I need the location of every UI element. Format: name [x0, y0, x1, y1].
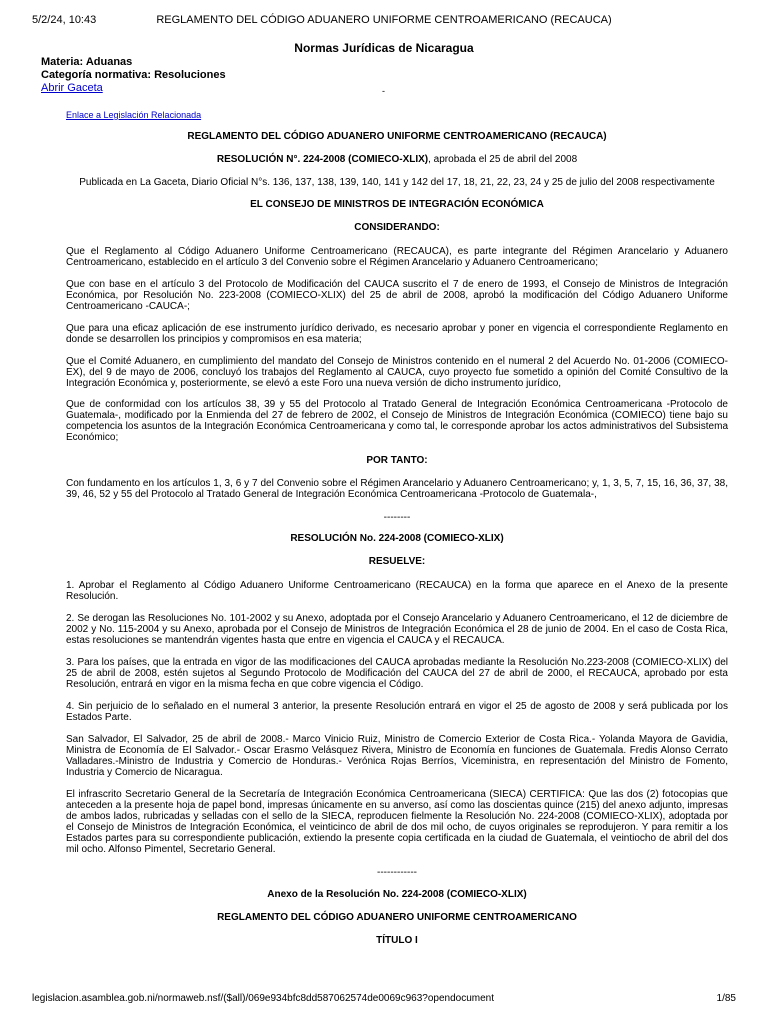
abrir-gaceta-link[interactable]: Abrir Gaceta: [41, 82, 103, 94]
consejo-heading: EL CONSEJO DE MINISTROS DE INTEGRACIÓN ECONÓMICA: [250, 199, 544, 210]
considerando-3: Que para una eficaz aplicación de ese instrumento jurídico derivado, es necesario aprobar y poner en vigencia el correspondiente Reglamento en donde se desarrollen los principios y compromisos en esa materia;: [66, 323, 728, 345]
separator-line: --------: [383, 512, 411, 523]
titulo-heading: TÍTULO I: [376, 935, 418, 946]
resolucion-heading: RESOLUCIÓN No. 224-2008 (COMIECO-XLIX): [290, 533, 504, 544]
considerando-5: Que de conformidad con los artículos 38, 39 y 55 del Protocolo al Tratado General de Integración Económica Centroamericana -Protocolo de Guatemala-, modificado por la Enmienda del 27 de febrero de 2002, el Consejo de Ministros de Integración Económica (COMIECO) tiene bajo su competencia los asuntos de la Integración Económica Centroamericana y como tal, le corresponde aprobar los actos administrativos del Subsistema Económico;: [66, 399, 728, 443]
enlace-legislacion-link[interactable]: Enlace a Legislación Relacionada: [66, 110, 202, 120]
separator-dot: -: [382, 86, 385, 96]
doc-title: REGLAMENTO DEL CÓDIGO ADUANERO UNIFORME CENTROAMERICANO (RECAUCA): [187, 131, 607, 142]
footer-url: legislacion.asamblea.gob.ni/normaweb.nsf/($all)/069e934bfc8dd587062574de0069c963?opendocument: [32, 993, 495, 1004]
considerando-heading: CONSIDERANDO:: [354, 222, 440, 233]
resuelve-heading: RESUELVE:: [368, 556, 426, 567]
considerando-2: Que con base en el artículo 3 del Protocolo de Modificación del CAUCA suscrito el 7 de enero de 1993, el Consejo de Ministros de Integración Económica, por Resolución No. 223-2008 (COMIECO-XLIX) del 25 de abril de 2008, aprobó la modificación del Código Aduanero Uniforme Centroamericano -CAUCA-;: [66, 279, 728, 312]
resuelve-2: 2. Se derogan las Resoluciones No. 101-2002 y su Anexo, adoptada por el Consejo Arancelario y Aduanero Centroamericano, el 12 de diciembre de 2002 y No. 115-2004 y su Anexo, aprobada por el Consejo de Ministros de Integración Económica el 28 de junio de 2004. En el caso de Costa Rica, estas resoluciones se mantendrán vigentes hasta que entre en vigencia el CAUCA y el RECAUCA.: [66, 613, 728, 646]
meta-block: [41, 56, 226, 95]
print-header: [32, 14, 736, 28]
resolucion-date: , aprobada el 25 de abril del 2008: [428, 154, 578, 165]
page-number: 1/85: [716, 993, 736, 1004]
document-body: [66, 128, 728, 946]
reglamento-heading: REGLAMENTO DEL CÓDIGO ADUANERO UNIFORME CENTROAMERICANO: [217, 912, 577, 923]
certifica-paragraph: El infrascrito Secretario General de la Secretaría de Integración Económica Centroamericana (SIECA) CERTIFICA: Que las dos (2) fotocopias que anteceden a la presente hoja de papel bond, impresas únicamente en su anverso, así como las doscientas quince (215) del anexo adjunto, impresas de ambos lados, rubricadas y selladas con el sello de la SIECA, reproducen fielmente la Resolución No. 224-2008 (COMIECO-XLIX), adoptada por el Consejo de Ministros de Integración Económica, el veinticinco de abril de dos mil ocho, de cuyos originales se reprodujeron. Y para remitir a los Estados partes para su correspondiente publicación, extiendo la presente copia certificada en la ciudad de Guatemala, el veintiocho de abril del dos mil ocho. Alfonso Pimentel, Secretario General.: [66, 789, 728, 855]
categoria-label: Categoría normativa: Resoluciones: [41, 69, 226, 81]
publicada-line: Publicada en La Gaceta, Diario Oficial N°s. 136, 137, 138, 139, 140, 141 y 142 del 17, 18, 21, 22, 23, 24 y 25 de julio del 2008 respectivamente: [79, 177, 715, 188]
considerando-4: Que el Comité Aduanero, en cumplimiento del mandato del Consejo de Ministros contenido en el numeral 2 del Acuerdo No. 01-2006 (COMIECO-EX), del 9 de mayo de 2006, concluyó los trabajos del Reglamento al CAUCA, cuyo proyecto fue sometido a opinión del Comité Consultivo de la Integración Económica y, posteriormente, se elevó a este Foro una nueva versión de dicho instrumento jurídico,: [66, 356, 728, 389]
print-datetime: 5/2/24, 10:43: [32, 14, 97, 26]
resuelve-1: 1. Aprobar el Reglamento al Código Aduanero Uniforme Centroamericano (RECAUCA) en la forma que aparece en el Anexo de la presente Resolución.: [66, 580, 728, 602]
resolucion-line: [66, 154, 728, 165]
resuelve-4: 4. Sin perjuicio de lo señalado en el numeral 3 anterior, la presente Resolución entrará en vigor el 25 de agosto de 2008 y será publicada por los Estados Parte.: [66, 701, 728, 723]
separator-line-2: ------------: [377, 867, 417, 878]
considerando-1: Que el Reglamento al Código Aduanero Uniforme Centroamericano (RECAUCA), es parte integrante del Régimen Arancelario y Aduanero Centroamericano, establecido en el artículo 3 del Convenio sobre el Régimen Arancelario y Aduanero Centroamericano;: [66, 246, 728, 268]
site-title: Normas Jurídicas de Nicaragua: [294, 41, 474, 55]
por-tanto-heading: POR TANTO:: [366, 455, 428, 466]
fundamento-paragraph: Con fundamento en los artículos 1, 3, 6 y 7 del Convenio sobre el Régimen Arancelario y Aduanero Centroamericano; y, 1, 3, 5, 7, 15, 16, 36, 37, 38, 39, 46, 52 y 55 del Protocolo al Tratado General de Integración Económica Centroamericana -Protocolo de Guatemala-,: [66, 478, 728, 500]
firmas-paragraph: San Salvador, El Salvador, 25 de abril de 2008.- Marco Vinicio Ruiz, Ministro de Comercio Exterior de Costa Rica.- Yolanda Mayora de Gavidia, Ministra de Economía de El Salvador.- Oscar Erasmo Velásquez Rivera, Ministro de Economía en funciones de Guatemala. Fredis Alonso Cerrato Valladares.-Ministro de Industria y Comercio de Honduras.- Verónica Rojas Berríos, Viceministra, en representación del Ministro de Fomento, Industria y Comercio de Nicaragua.: [66, 734, 728, 778]
resuelve-3: 3. Para los países, que la entrada en vigor de las modificaciones del CAUCA aprobadas mediante la Resolución No.223-2008 (COMIECO-XLIX) del 25 de abril de 2008, estén sujetos al Segundo Protocolo de Modificación del CAUCA del 27 de abril de 2000, el RECAUCA, aprobado por esta Resolución, entrará en vigor en la misma fecha en que cobre vigencia el Código.: [66, 657, 728, 690]
materia-label: Materia: Aduanas: [41, 56, 133, 68]
anexo-heading: Anexo de la Resolución No. 224-2008 (COMIECO-XLIX): [267, 889, 527, 900]
resolucion-number: RESOLUCIÓN N°. 224-2008 (COMIECO-XLIX): [216, 154, 429, 165]
print-doc-title: REGLAMENTO DEL CÓDIGO ADUANERO UNIFORME CENTROAMERICANO (RECAUCA): [156, 14, 612, 26]
